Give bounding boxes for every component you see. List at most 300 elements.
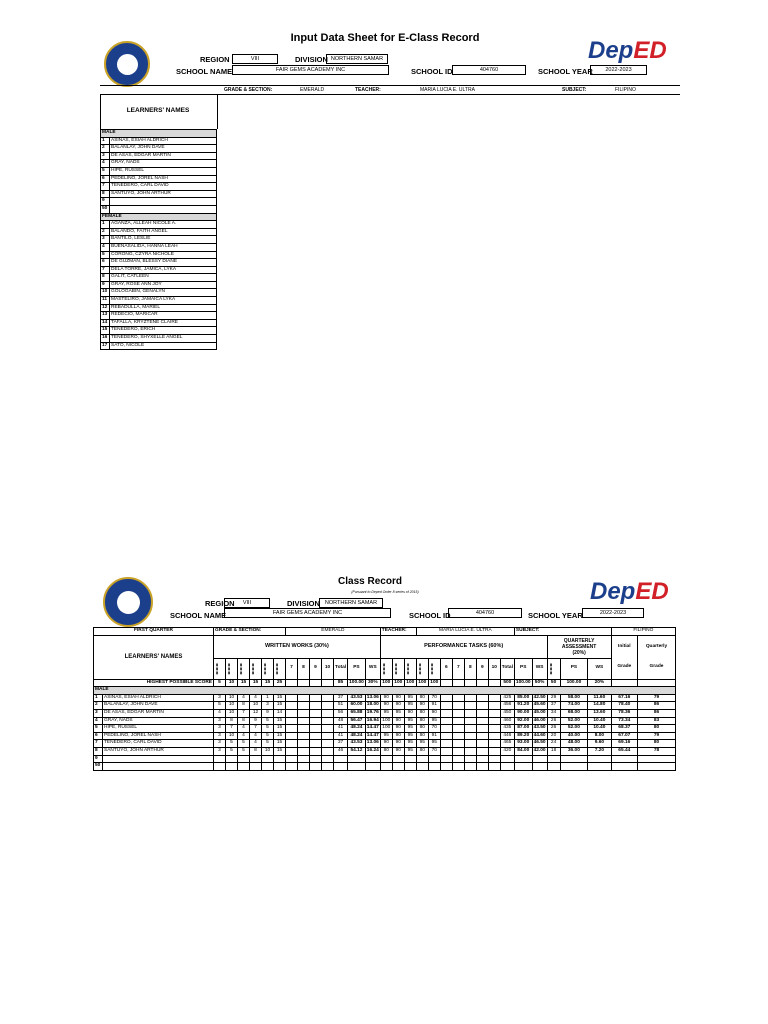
score-cell[interactable]: 9 bbox=[250, 717, 262, 725]
score-cell[interactable]: 74.00 bbox=[560, 702, 588, 710]
score-cell[interactable] bbox=[286, 763, 298, 771]
score-cell[interactable]: 70 bbox=[428, 725, 440, 733]
score-cell[interactable] bbox=[476, 694, 488, 702]
score-cell[interactable]: 9.60 bbox=[588, 740, 611, 748]
learner-name[interactable]: REBADULLA, MARIEL bbox=[110, 304, 217, 312]
score-cell[interactable]: 86 bbox=[637, 709, 675, 717]
score-cell[interactable]: 90 bbox=[416, 702, 428, 710]
score-cell[interactable] bbox=[514, 755, 532, 763]
score-cell[interactable]: 425 bbox=[500, 694, 514, 702]
score-cell[interactable]: 51 bbox=[334, 702, 348, 710]
score-cell[interactable]: 24 bbox=[547, 740, 560, 748]
score-cell[interactable] bbox=[464, 702, 476, 710]
score-cell[interactable]: 14.47 bbox=[365, 732, 380, 740]
score-cell[interactable]: 3 bbox=[214, 725, 226, 733]
learner-name[interactable]: BALANDO, FAITH ANGEL bbox=[110, 228, 217, 236]
score-cell[interactable]: 460 bbox=[500, 717, 514, 725]
score-cell[interactable]: 36.00 bbox=[560, 747, 588, 755]
score-cell[interactable]: 8 bbox=[226, 717, 238, 725]
score-cell[interactable]: 45.60 bbox=[532, 702, 547, 710]
score-cell[interactable] bbox=[452, 755, 464, 763]
score-cell[interactable]: 56.47 bbox=[348, 717, 366, 725]
score-cell[interactable]: 10 bbox=[226, 709, 238, 717]
score-cell[interactable]: 91 bbox=[428, 702, 440, 710]
score-cell[interactable] bbox=[464, 763, 476, 771]
score-cell[interactable] bbox=[464, 725, 476, 733]
score-cell[interactable] bbox=[440, 702, 452, 710]
score-cell[interactable]: 91 bbox=[428, 732, 440, 740]
score-cell[interactable] bbox=[488, 732, 500, 740]
score-cell[interactable]: 37 bbox=[334, 740, 348, 748]
score-cell[interactable] bbox=[440, 732, 452, 740]
score-cell[interactable]: 80 bbox=[380, 747, 392, 755]
score-cell[interactable]: 3 bbox=[214, 717, 226, 725]
score-cell[interactable]: 48.24 bbox=[348, 732, 366, 740]
score-cell[interactable]: 446 bbox=[500, 732, 514, 740]
score-cell[interactable]: 45.00 bbox=[532, 709, 547, 717]
score-cell[interactable] bbox=[322, 763, 334, 771]
score-cell[interactable] bbox=[440, 755, 452, 763]
score-cell[interactable]: 80 bbox=[637, 725, 675, 733]
score-cell[interactable]: 44.60 bbox=[532, 732, 547, 740]
score-cell[interactable] bbox=[611, 763, 637, 771]
score-cell[interactable] bbox=[560, 755, 588, 763]
learner-name[interactable]: TAFALLA, KRYZTENE CLAIRE bbox=[110, 319, 217, 327]
learner-name[interactable]: REDECIO, MARICAR bbox=[110, 312, 217, 320]
score-cell[interactable] bbox=[322, 709, 334, 717]
score-cell[interactable]: 456 bbox=[500, 702, 514, 710]
score-cell[interactable] bbox=[310, 709, 322, 717]
score-cell[interactable]: 79 bbox=[637, 694, 675, 702]
score-cell[interactable]: 48 bbox=[334, 717, 348, 725]
score-cell[interactable]: 4 bbox=[214, 709, 226, 717]
score-cell[interactable]: 3 bbox=[262, 702, 274, 710]
score-cell[interactable]: 26 bbox=[547, 717, 560, 725]
learner-name[interactable]: GRAY, NADS bbox=[110, 160, 217, 168]
learner-name[interactable]: TENEDERO, ERICH bbox=[110, 327, 217, 335]
score-cell[interactable]: 18 bbox=[547, 747, 560, 755]
score-cell[interactable] bbox=[588, 755, 611, 763]
score-cell[interactable]: 465 bbox=[500, 740, 514, 748]
score-cell[interactable] bbox=[298, 694, 310, 702]
score-cell[interactable]: 78 bbox=[637, 747, 675, 755]
learner-name[interactable]: AGANZA, ALLEAH NICOLE A. bbox=[110, 221, 217, 229]
score-cell[interactable] bbox=[452, 725, 464, 733]
score-cell[interactable] bbox=[334, 755, 348, 763]
score-cell[interactable] bbox=[322, 717, 334, 725]
score-cell[interactable]: 3 bbox=[214, 694, 226, 702]
score-cell[interactable] bbox=[310, 763, 322, 771]
score-cell[interactable]: 3 bbox=[214, 740, 226, 748]
score-cell[interactable]: 85.00 bbox=[514, 694, 532, 702]
score-cell[interactable] bbox=[560, 763, 588, 771]
score-cell[interactable] bbox=[298, 763, 310, 771]
score-cell[interactable]: 90 bbox=[404, 709, 416, 717]
score-cell[interactable] bbox=[298, 747, 310, 755]
score-cell[interactable] bbox=[286, 702, 298, 710]
score-cell[interactable] bbox=[298, 740, 310, 748]
score-cell[interactable]: 4 bbox=[238, 694, 250, 702]
score-cell[interactable]: 95 bbox=[380, 732, 392, 740]
learner-name[interactable]: BUENASALIDA, HANNA LEAH bbox=[110, 243, 217, 251]
score-cell[interactable]: 4 bbox=[250, 694, 262, 702]
score-cell[interactable]: 95 bbox=[380, 709, 392, 717]
score-cell[interactable]: 95 bbox=[404, 694, 416, 702]
score-cell[interactable] bbox=[452, 732, 464, 740]
score-cell[interactable]: 90 bbox=[380, 740, 392, 748]
score-cell[interactable]: 10.40 bbox=[588, 725, 611, 733]
score-cell[interactable] bbox=[440, 694, 452, 702]
learner-name[interactable]: GOLOGABIN, GENALYN bbox=[110, 289, 217, 297]
score-cell[interactable]: 79 bbox=[637, 732, 675, 740]
score-cell[interactable]: 19.76 bbox=[365, 709, 380, 717]
score-cell[interactable]: 41 bbox=[334, 725, 348, 733]
score-cell[interactable] bbox=[262, 763, 274, 771]
score-cell[interactable]: 68.37 bbox=[611, 725, 637, 733]
score-cell[interactable]: 100 bbox=[380, 725, 392, 733]
score-cell[interactable]: 14.80 bbox=[588, 702, 611, 710]
score-cell[interactable]: 7.20 bbox=[588, 747, 611, 755]
score-cell[interactable] bbox=[476, 709, 488, 717]
score-cell[interactable]: 80 bbox=[416, 747, 428, 755]
score-cell[interactable]: 90 bbox=[392, 725, 404, 733]
score-cell[interactable]: 65.88 bbox=[348, 709, 366, 717]
score-cell[interactable]: 90 bbox=[380, 694, 392, 702]
score-cell[interactable]: 80 bbox=[416, 717, 428, 725]
score-cell[interactable]: 95 bbox=[404, 740, 416, 748]
score-cell[interactable]: 8 bbox=[238, 717, 250, 725]
score-cell[interactable]: 46.50 bbox=[532, 740, 547, 748]
score-cell[interactable]: 10 bbox=[262, 747, 274, 755]
score-cell[interactable]: 70 bbox=[428, 747, 440, 755]
score-cell[interactable] bbox=[637, 755, 675, 763]
score-cell[interactable]: 73.34 bbox=[611, 717, 637, 725]
learner-name[interactable]: SANTUYO, JOHN ARTHUR bbox=[103, 747, 214, 755]
learner-name[interactable]: TENEDERO, SHYXELLE ANGEL bbox=[110, 335, 217, 343]
score-cell[interactable]: 4 bbox=[250, 740, 262, 748]
score-cell[interactable]: 15 bbox=[274, 725, 286, 733]
learner-name[interactable]: ASINAS, ESIAH ALDRICH bbox=[103, 694, 214, 702]
score-cell[interactable]: 13.06 bbox=[365, 740, 380, 748]
score-cell[interactable] bbox=[298, 725, 310, 733]
score-cell[interactable]: 95 bbox=[392, 709, 404, 717]
score-cell[interactable]: 93.00 bbox=[514, 740, 532, 748]
score-cell[interactable]: 52.00 bbox=[560, 725, 588, 733]
learner-name[interactable]: DE ASAS, EDGAR MARTIN bbox=[110, 152, 217, 160]
score-cell[interactable]: 89.20 bbox=[514, 732, 532, 740]
learner-name[interactable] bbox=[103, 763, 214, 771]
score-cell[interactable] bbox=[310, 755, 322, 763]
score-cell[interactable] bbox=[334, 763, 348, 771]
score-cell[interactable] bbox=[464, 694, 476, 702]
score-cell[interactable]: 80 bbox=[416, 732, 428, 740]
score-cell[interactable]: 12 bbox=[250, 709, 262, 717]
score-cell[interactable] bbox=[322, 747, 334, 755]
score-cell[interactable] bbox=[322, 694, 334, 702]
score-cell[interactable]: 5 bbox=[226, 747, 238, 755]
learner-name[interactable]: CORONG, CZYRA NICHOLE bbox=[110, 251, 217, 259]
score-cell[interactable] bbox=[250, 763, 262, 771]
learner-name[interactable]: GRAY, NADS bbox=[103, 717, 214, 725]
score-cell[interactable] bbox=[428, 755, 440, 763]
score-cell[interactable]: 90 bbox=[392, 717, 404, 725]
score-cell[interactable]: 90 bbox=[380, 702, 392, 710]
score-cell[interactable] bbox=[488, 740, 500, 748]
score-cell[interactable] bbox=[310, 702, 322, 710]
score-cell[interactable] bbox=[238, 763, 250, 771]
score-cell[interactable] bbox=[452, 709, 464, 717]
score-cell[interactable] bbox=[476, 725, 488, 733]
score-cell[interactable] bbox=[298, 717, 310, 725]
score-cell[interactable]: 95 bbox=[404, 702, 416, 710]
score-cell[interactable]: 90 bbox=[392, 694, 404, 702]
score-cell[interactable]: 4 bbox=[238, 725, 250, 733]
score-cell[interactable]: 91.20 bbox=[514, 702, 532, 710]
score-cell[interactable] bbox=[476, 755, 488, 763]
score-cell[interactable] bbox=[322, 755, 334, 763]
score-cell[interactable]: 15 bbox=[274, 702, 286, 710]
score-cell[interactable] bbox=[286, 694, 298, 702]
score-cell[interactable] bbox=[440, 725, 452, 733]
score-cell[interactable]: 7 bbox=[226, 725, 238, 733]
score-cell[interactable]: 4 bbox=[250, 732, 262, 740]
score-cell[interactable]: 69.16 bbox=[611, 740, 637, 748]
score-cell[interactable] bbox=[488, 709, 500, 717]
score-cell[interactable]: 60.00 bbox=[348, 702, 366, 710]
score-cell[interactable] bbox=[286, 717, 298, 725]
score-cell[interactable]: 3 bbox=[214, 732, 226, 740]
score-cell[interactable]: 14.47 bbox=[365, 725, 380, 733]
score-cell[interactable]: 48.24 bbox=[348, 725, 366, 733]
score-cell[interactable]: 10 bbox=[250, 702, 262, 710]
learner-name[interactable]: ASINAS, ESIAH ALDRICH bbox=[110, 137, 217, 145]
score-cell[interactable] bbox=[611, 755, 637, 763]
score-cell[interactable]: 15 bbox=[274, 694, 286, 702]
score-cell[interactable]: 5 bbox=[262, 732, 274, 740]
score-cell[interactable]: 40.00 bbox=[560, 732, 588, 740]
score-cell[interactable]: 34 bbox=[547, 709, 560, 717]
score-cell[interactable] bbox=[476, 732, 488, 740]
score-cell[interactable]: 80 bbox=[637, 740, 675, 748]
score-cell[interactable] bbox=[464, 747, 476, 755]
score-cell[interactable] bbox=[637, 763, 675, 771]
score-cell[interactable]: 7 bbox=[250, 725, 262, 733]
score-cell[interactable]: 95 bbox=[404, 725, 416, 733]
score-cell[interactable]: 43.53 bbox=[348, 694, 366, 702]
score-cell[interactable]: 15 bbox=[274, 717, 286, 725]
score-cell[interactable] bbox=[488, 755, 500, 763]
score-cell[interactable]: 450 bbox=[500, 709, 514, 717]
learner-name[interactable]: TENEDERO, CARL DAVID bbox=[110, 183, 217, 191]
score-cell[interactable] bbox=[310, 694, 322, 702]
score-cell[interactable]: 5 bbox=[262, 740, 274, 748]
score-cell[interactable] bbox=[322, 740, 334, 748]
score-cell[interactable] bbox=[298, 702, 310, 710]
score-cell[interactable] bbox=[310, 740, 322, 748]
score-cell[interactable] bbox=[286, 740, 298, 748]
score-cell[interactable] bbox=[464, 717, 476, 725]
score-cell[interactable]: 43.53 bbox=[348, 740, 366, 748]
learner-name[interactable]: MASTELIRO, JAMAICA LYKA bbox=[110, 297, 217, 305]
score-cell[interactable] bbox=[286, 709, 298, 717]
score-cell[interactable]: 18.00 bbox=[365, 702, 380, 710]
score-cell[interactable] bbox=[588, 763, 611, 771]
score-cell[interactable] bbox=[440, 740, 452, 748]
score-cell[interactable]: 5 bbox=[214, 702, 226, 710]
score-cell[interactable] bbox=[428, 763, 440, 771]
score-cell[interactable]: 80 bbox=[416, 725, 428, 733]
score-cell[interactable]: 10.40 bbox=[588, 717, 611, 725]
score-cell[interactable]: 90.00 bbox=[514, 709, 532, 717]
score-cell[interactable] bbox=[452, 747, 464, 755]
score-cell[interactable] bbox=[226, 763, 238, 771]
score-cell[interactable]: 8 bbox=[238, 702, 250, 710]
score-cell[interactable]: 58.00 bbox=[560, 694, 588, 702]
score-cell[interactable] bbox=[464, 755, 476, 763]
score-cell[interactable]: 14 bbox=[274, 709, 286, 717]
score-cell[interactable]: 5 bbox=[238, 740, 250, 748]
score-cell[interactable] bbox=[440, 709, 452, 717]
learner-name[interactable] bbox=[103, 755, 214, 763]
score-cell[interactable]: 67.07 bbox=[611, 732, 637, 740]
score-cell[interactable]: 80 bbox=[416, 694, 428, 702]
score-cell[interactable] bbox=[404, 755, 416, 763]
score-cell[interactable] bbox=[488, 763, 500, 771]
score-cell[interactable] bbox=[286, 755, 298, 763]
score-cell[interactable]: 10 bbox=[226, 732, 238, 740]
learner-name[interactable]: BALANLAY, JOHN DAVE bbox=[103, 702, 214, 710]
learner-name[interactable]: HIPE, RUSSEL bbox=[110, 167, 217, 175]
score-cell[interactable]: 95 bbox=[428, 717, 440, 725]
score-cell[interactable] bbox=[322, 732, 334, 740]
score-cell[interactable]: 16.94 bbox=[365, 717, 380, 725]
score-cell[interactable]: 15 bbox=[274, 747, 286, 755]
score-cell[interactable]: 90 bbox=[392, 747, 404, 755]
score-cell[interactable]: 90 bbox=[392, 740, 404, 748]
score-cell[interactable]: 5 bbox=[238, 747, 250, 755]
score-cell[interactable] bbox=[274, 755, 286, 763]
score-cell[interactable]: 42.50 bbox=[532, 694, 547, 702]
score-cell[interactable]: 48.00 bbox=[560, 740, 588, 748]
score-cell[interactable]: 68.00 bbox=[560, 709, 588, 717]
score-cell[interactable] bbox=[380, 755, 392, 763]
score-cell[interactable] bbox=[214, 755, 226, 763]
score-cell[interactable]: 26 bbox=[547, 725, 560, 733]
learner-name[interactable]: SATO, NICOLE bbox=[110, 342, 217, 350]
learner-name[interactable] bbox=[110, 205, 217, 213]
score-cell[interactable]: 46 bbox=[334, 747, 348, 755]
score-cell[interactable] bbox=[532, 755, 547, 763]
score-cell[interactable] bbox=[322, 702, 334, 710]
score-cell[interactable]: 10 bbox=[226, 702, 238, 710]
score-cell[interactable]: 13.06 bbox=[365, 694, 380, 702]
learner-name[interactable]: BANTILO, LESLIE bbox=[110, 236, 217, 244]
score-cell[interactable] bbox=[226, 755, 238, 763]
score-cell[interactable]: 15 bbox=[274, 732, 286, 740]
score-cell[interactable]: 43.50 bbox=[532, 725, 547, 733]
score-cell[interactable]: 29 bbox=[547, 694, 560, 702]
score-cell[interactable] bbox=[214, 763, 226, 771]
score-cell[interactable] bbox=[298, 709, 310, 717]
score-cell[interactable] bbox=[416, 755, 428, 763]
score-cell[interactable] bbox=[452, 717, 464, 725]
score-cell[interactable]: 10 bbox=[226, 694, 238, 702]
learner-name[interactable]: DELA TORRE, JAMICA, LYKA bbox=[110, 266, 217, 274]
score-cell[interactable] bbox=[440, 747, 452, 755]
score-cell[interactable]: 16.24 bbox=[365, 747, 380, 755]
score-cell[interactable] bbox=[476, 717, 488, 725]
score-cell[interactable]: 41 bbox=[334, 732, 348, 740]
learner-name[interactable]: DE ASAS, EDGAR MARTIN bbox=[103, 709, 214, 717]
score-cell[interactable]: 84.00 bbox=[514, 747, 532, 755]
score-cell[interactable] bbox=[476, 747, 488, 755]
score-cell[interactable] bbox=[500, 755, 514, 763]
learner-name[interactable]: PEDELINO, JOREL NASH bbox=[110, 175, 217, 183]
score-cell[interactable] bbox=[416, 763, 428, 771]
score-cell[interactable] bbox=[286, 732, 298, 740]
score-cell[interactable] bbox=[310, 725, 322, 733]
score-cell[interactable] bbox=[488, 725, 500, 733]
score-cell[interactable] bbox=[488, 702, 500, 710]
score-cell[interactable]: 90 bbox=[428, 709, 440, 717]
score-cell[interactable] bbox=[286, 725, 298, 733]
score-cell[interactable] bbox=[298, 732, 310, 740]
score-cell[interactable]: 37 bbox=[334, 694, 348, 702]
score-cell[interactable] bbox=[274, 763, 286, 771]
score-cell[interactable] bbox=[464, 732, 476, 740]
score-cell[interactable]: 1 bbox=[262, 694, 274, 702]
score-cell[interactable] bbox=[262, 755, 274, 763]
score-cell[interactable]: 95 bbox=[404, 717, 416, 725]
score-cell[interactable]: 67.16 bbox=[611, 694, 637, 702]
score-cell[interactable]: 3 bbox=[214, 747, 226, 755]
score-cell[interactable]: 37 bbox=[547, 702, 560, 710]
score-cell[interactable] bbox=[392, 763, 404, 771]
learner-name[interactable]: HIPE, RUSSEL bbox=[103, 725, 214, 733]
score-cell[interactable]: 46.00 bbox=[532, 717, 547, 725]
learner-name[interactable]: SANTUYO, JOHN ARTHUR bbox=[110, 190, 217, 198]
score-cell[interactable] bbox=[404, 763, 416, 771]
score-cell[interactable]: 7 bbox=[238, 709, 250, 717]
score-cell[interactable]: 5 bbox=[262, 725, 274, 733]
score-cell[interactable] bbox=[547, 763, 560, 771]
score-cell[interactable]: 100 bbox=[380, 717, 392, 725]
score-cell[interactable]: 5 bbox=[226, 740, 238, 748]
score-cell[interactable] bbox=[500, 763, 514, 771]
score-cell[interactable] bbox=[452, 740, 464, 748]
score-cell[interactable] bbox=[452, 763, 464, 771]
score-cell[interactable]: 420 bbox=[500, 747, 514, 755]
score-cell[interactable] bbox=[488, 747, 500, 755]
score-cell[interactable] bbox=[440, 763, 452, 771]
score-cell[interactable] bbox=[452, 702, 464, 710]
score-cell[interactable] bbox=[348, 755, 366, 763]
score-cell[interactable] bbox=[365, 763, 380, 771]
score-cell[interactable] bbox=[464, 740, 476, 748]
score-cell[interactable] bbox=[310, 747, 322, 755]
score-cell[interactable]: 52.00 bbox=[560, 717, 588, 725]
score-cell[interactable]: 5 bbox=[262, 717, 274, 725]
learner-name[interactable]: TENEDERO, CARL DAVID bbox=[103, 740, 214, 748]
score-cell[interactable]: 4 bbox=[238, 732, 250, 740]
score-cell[interactable]: 13.60 bbox=[588, 709, 611, 717]
score-cell[interactable] bbox=[452, 694, 464, 702]
score-cell[interactable]: 11.60 bbox=[588, 694, 611, 702]
score-cell[interactable]: 435 bbox=[500, 725, 514, 733]
score-cell[interactable]: 92.00 bbox=[514, 717, 532, 725]
score-cell[interactable] bbox=[238, 755, 250, 763]
score-cell[interactable] bbox=[440, 717, 452, 725]
